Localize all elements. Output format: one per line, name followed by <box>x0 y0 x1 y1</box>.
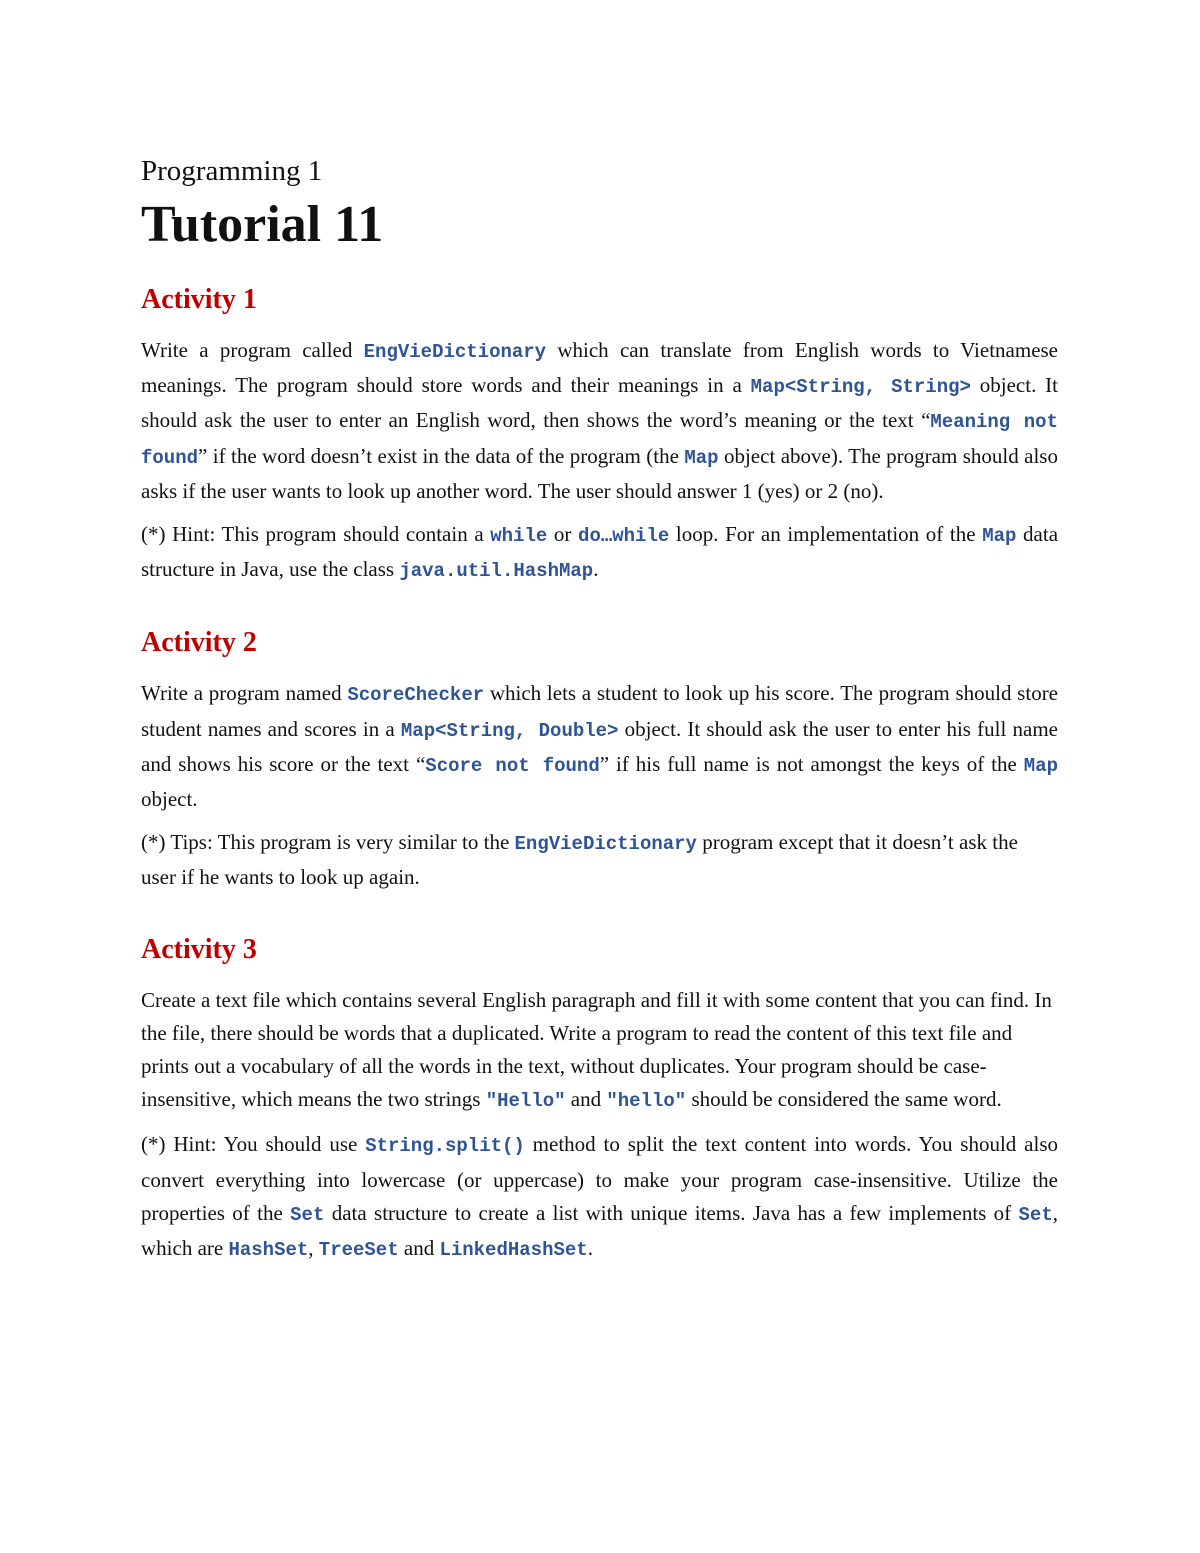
activity-heading: Activity 3 <box>141 933 257 965</box>
inline-code: LinkedHashSet <box>439 1239 588 1262</box>
activity-heading: Activity 2 <box>141 627 257 659</box>
activity-heading: Activity 1 <box>141 284 257 315</box>
inline-code: Map<String, String> <box>750 376 971 399</box>
inline-code: TreeSet <box>318 1239 399 1262</box>
activity-section <box>141 930 1058 1268</box>
inline-code: "Hello" <box>485 1090 566 1113</box>
inline-code: Map<String, Double> <box>400 719 619 742</box>
inline-code: Set <box>1018 1203 1053 1226</box>
inline-code: HashSet <box>228 1239 309 1262</box>
activity-hint: (*) Hint: You should use String.split() method to split the text content into words. You should also convert everything into lowercase (or uppercase) to make your program case-insensitive. Utilize the properties of the Set data structure to create a list with unique items. Java has a few implements of Set, which are HashSet, TreeSet and LinkedHashSet. <box>141 1132 1058 1262</box>
activity-section <box>141 623 1058 894</box>
inline-code: java.util.HashMap <box>399 560 594 583</box>
document-body <box>141 150 1058 1302</box>
inline-code: while <box>490 525 548 548</box>
activity-description: Write a program named ScoreChecker which lets a student to look up his score. The program should store student names and scores in a Map<String, Double> object. It should ask the user to enter his full name and shows his score or the text “Score not found” if his full name is not amongst the keys of the Map object. <box>141 681 1059 812</box>
activity-description: Write a program called EngVieDictionary which can translate from English words to Vietnamese meanings. The program should store words and their meanings in a Map<String, String> object. It should ask the user to enter an English word, then shows the word’s meaning or the text “Meaning not found” if the word doesn’t exist in the data of the program (the Map object above). The program should also asks if the user wants to look up another word. The user should answer 1 (yes) or 2 (no). <box>141 338 1059 503</box>
activity-hint: (*) Hint: This program should contain a while or do…while loop. For an implementation of the Map data structure in Java, use the class java.util.HashMap. <box>141 522 1059 583</box>
activity-description: Create a text file which contains several English paragraph and fill it with some content that you can find. In the file, there should be words that a duplicated. Write a program to read the content of this text file and prints out a vocabulary of all the words in the text, without duplicates. Your program should be case-insensitive, which means the two strings "Hello" and "hello" should be considered the same word. <box>141 987 1052 1113</box>
inline-code: ScoreChecker <box>347 684 485 707</box>
inline-code: EngVieDictionary <box>363 341 547 363</box>
inline-code: Score not found <box>425 754 600 777</box>
inline-code: do…while <box>578 525 670 548</box>
inline-code: Map <box>1023 754 1059 777</box>
inline-code: Map <box>982 525 1017 548</box>
inline-code: Map <box>684 446 719 469</box>
inline-code: Meaning not found <box>141 411 1058 469</box>
inline-code: String.split() <box>365 1135 525 1158</box>
activity-tips: (*) Tips: This program is very similar to the EngVieDictionary program except that it doesn’t ask the user if he wants to look up again. <box>141 830 1018 890</box>
inline-code: EngVieDictionary <box>514 833 697 856</box>
inline-code: Set <box>290 1203 325 1226</box>
course-name: Programming 1 <box>141 155 323 187</box>
page-title: Tutorial 11 <box>141 196 384 253</box>
inline-code: "hello" <box>606 1090 687 1113</box>
activity-section <box>141 280 1058 588</box>
